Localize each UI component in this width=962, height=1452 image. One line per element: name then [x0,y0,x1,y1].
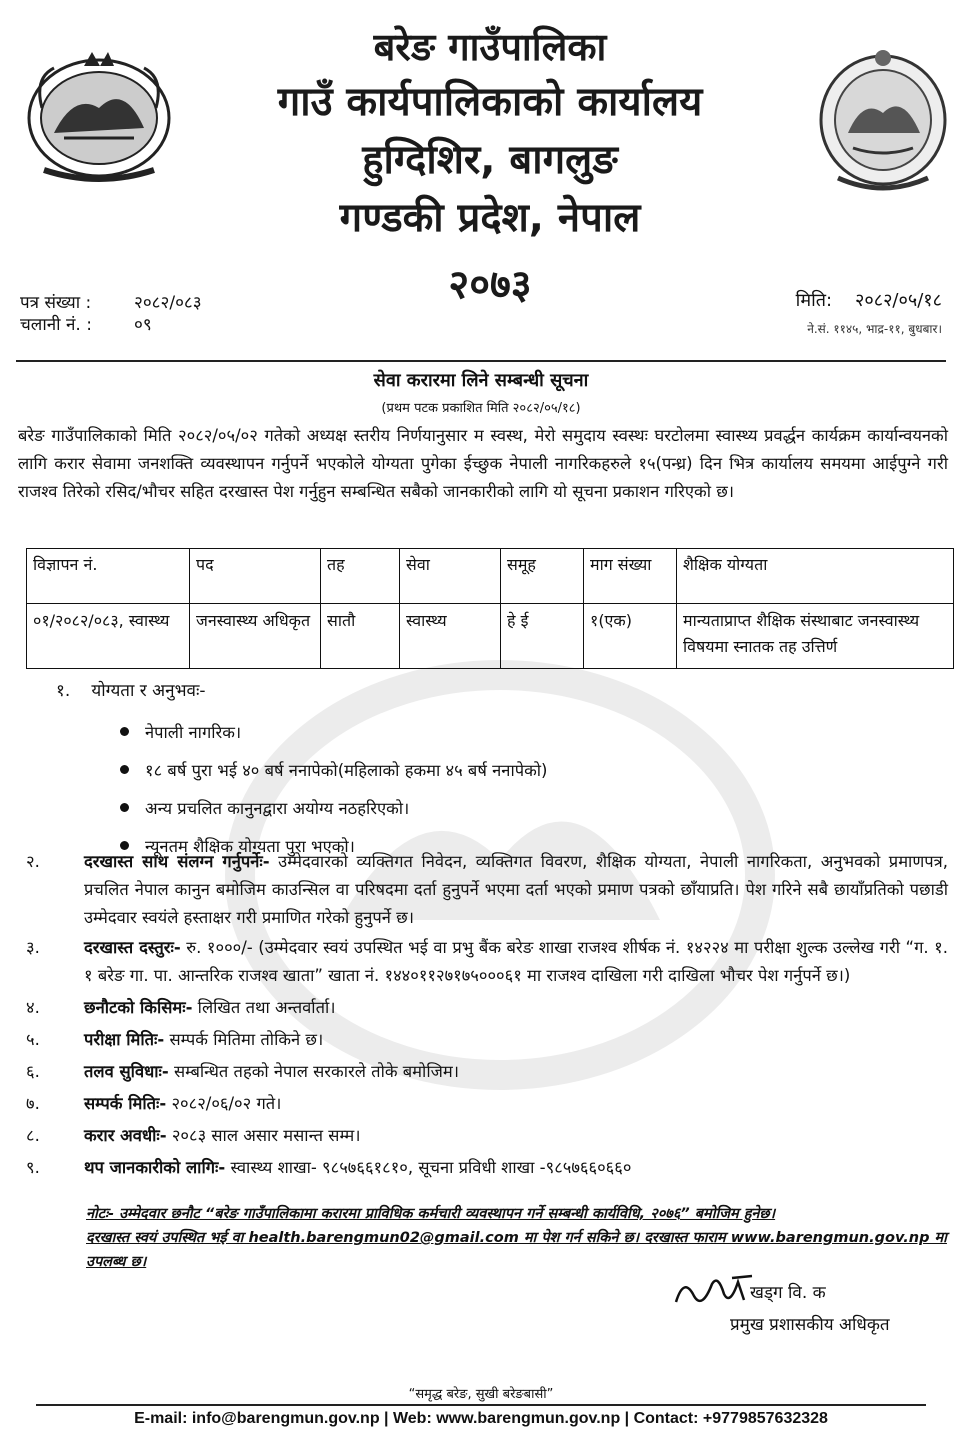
table-header: सेवा [400,549,501,604]
condition-detail: रु. १०००/- (उम्मेदवार स्वयं उपस्थित भई वा प्रभु बैंक बरेङ शाखा राजश्व शीर्षक नं. १४२२४ मा परीक्षा शुल्क उल्लेख गरी “ग. १. १ बरेङ गा. पा. आन्तरिक राजश्व खाता” खाता नं. १४४०११२७१७५०००६१ मा राजश्व दाखिला गरी दाखिला भौचर पेश गर्नुपर्ने छ।) [84,938,948,985]
qualification-title: योग्यता र अनुभवः- [91,681,206,701]
condition-number: ५. [26,1030,40,1049]
footer-slogan: “समृद्ध बरेङ, सुखी बरेङबासी” [408,1387,554,1402]
condition-item [26,1026,948,1054]
condition-label: तलव सुविधाः- [84,1062,169,1081]
condition-label: परीक्षा मितिः- [84,1030,165,1049]
condition-text [84,934,948,990]
list-item-text: अन्य प्रचलित कानुनद्वारा अयोग्य नठहरिएको। [145,798,410,818]
condition-text [84,994,948,1022]
condition-item [26,994,948,1022]
dispatch-number-row [20,314,350,336]
table-cell: जनस्वास्थ्य अधिकृत [190,604,321,669]
footer-divider [36,1404,926,1406]
note-line: नोटः- उम्मेदवार छनौट “बरेङ गाउँपालिकामा करारमा प्राविधिक कर्मचारी व्यवस्थापन गर्ने सम्बन्धी कार्यविधि, २०७६” बमोजिम हुनेछ। [86,1206,776,1222]
table-header: समूह [501,549,584,604]
reference-block [20,292,350,336]
condition-detail: सम्पर्क मितिमा तोकिने छ। [164,1030,324,1049]
condition-item [26,1154,948,1182]
conditions-list [26,848,948,1182]
office-location: हुग्दिशिर, बागलुङ [362,137,618,183]
bullet-icon [120,727,129,736]
condition-number: ८. [26,1126,40,1145]
office-department: गाउँ कार्यपालिकाको कार्यालय [277,79,703,125]
table-cell: स्वास्थ्य [400,604,501,669]
office-province: गण्डकी प्रदेश, नेपाल [339,195,641,241]
table-header: विज्ञापन नं. [27,549,190,604]
condition-detail: लिखित तथा अन्तर्वार्ता। [192,998,336,1017]
list-item-text: न्यूनतम शैक्षिक योग्यता पुरा भएको। [145,836,355,856]
note-line: दरखास्त स्वयं उपस्थित भई वा health.barengmun02@gmail.com मा पेश गर्न सकिने छ। दरखास्त फाराम www.barengmun.gov.np मा उपलब्ध छ। [86,1230,947,1270]
condition-number: ३. [26,938,40,957]
table-header-row [27,549,954,604]
established-year: २०७३ [448,262,532,308]
vacancy-table [26,548,954,669]
letter-number-row [20,292,350,314]
date-label: मिति: [795,290,833,311]
condition-item [26,934,948,990]
bullet-icon [120,765,129,774]
notice-intro: बरेङ गाउँपालिकाको मिति २०८२/०५/०२ गतेको अध्यक्ष स्तरीय निर्णयानुसार म स्वस्थ, मेरो समुदाय स्वस्थः घरटोलमा स्वास्थ्य प्रवर्द्धन कार्यक्रम कार्यान्वयनको लागि करार सेवामा जनशक्ति व्यवस्थापन गर्नुपर्ने भएकोले योग्यता पुगेका ईच्छुक नेपाली नागरिकहरुले १५(पन्ध्र) दिन भित्र कार्यालय समयमा आईपुग्ने गरी राजश्व तिरेको रसिद/भौचर सहित दरखास्त पेश गर्नुहुन सम्बन्धित सबैको जानकारीको लागि यो सूचना प्रकाशन गरिएको छ। [18,426,948,501]
condition-detail: २०८३ साल असार मसान्त सम्म। [166,1126,361,1145]
table-header: तह [321,549,400,604]
condition-detail: सम्बन्धित तहको नेपाल सरकारले तोके बमोजिम। [168,1062,459,1081]
list-item [120,788,547,826]
list-item [120,712,547,750]
condition-label: थप जानकारीको लागिः- [84,1158,226,1177]
table-row [27,604,954,669]
note-block [86,1202,950,1274]
condition-label: छनौटको किसिमः- [84,998,193,1017]
table-header: पद [190,549,321,604]
table-cell: ०१/२०८२/०८३, स्वास्थ्य [27,604,190,669]
letter-number-label: पत्र संख्या : [20,293,92,313]
list-item-text: १८ बर्ष पुरा भई ४० बर्ष ननापेको(महिलाको हकमा ४५ बर्ष ननापेको) [145,760,548,780]
list-item [120,750,547,788]
condition-number: २. [26,852,40,871]
footer-contact: E-mail: info@barengmun.gov.np | Web: www.barengmun.gov.np | Contact: +9779857632328 [134,1410,828,1427]
nepal-emblem-icon [14,38,184,188]
condition-item [26,1090,948,1118]
condition-item [26,848,948,932]
nepal-sambat-date: ने.सं. ११४५, भाद्र-११, बुधबार। [807,322,942,336]
condition-text [84,1122,948,1150]
condition-number: ६. [26,1062,40,1081]
qualification-number: १. [56,681,71,701]
condition-item [26,1122,948,1150]
dispatch-number-value: ०९ [134,315,152,335]
table-cell: मान्यताप्राप्त शैक्षिक संस्थाबाट जनस्वास्थ्य विषयमा स्नातक तह उत्तिर्ण [677,604,954,669]
condition-label: दरखास्त साथ संलग्न गर्नुपर्नेः- [84,852,270,871]
table-cell: १(एक) [584,604,677,669]
condition-number: ४. [26,998,40,1017]
qualification-heading [56,678,206,701]
handwritten-signature-icon [672,1272,762,1312]
condition-text [84,1026,948,1054]
condition-text [84,1058,948,1086]
bullet-icon [120,803,129,812]
municipality-logo-icon [808,38,958,193]
condition-label: दरखास्त दस्तुरः- [84,938,181,957]
condition-detail: २०८२/०६/०२ गते। [166,1094,282,1113]
list-item-text: नेपाली नागरिक। [145,722,242,742]
condition-number: ७. [26,1094,40,1113]
table-header: माग संख्या [584,549,677,604]
condition-label: करार अवधीः- [84,1126,167,1145]
date-value: २०८२/०५/१८ [854,290,942,311]
notice-title: सेवा करारमा लिने सम्बन्धी सूचना [373,370,589,391]
dispatch-number-label: चलानी नं. : [20,315,92,335]
condition-detail: उम्मेदवारको व्यक्तिगत निवेदन, व्यक्तिगत विवरण, शैक्षिक योग्यता, नेपाली नागरिकता, अनुभवको प्रमाणपत्र, प्रचलित नेपाल कानुन बमोजिम काउन्सिल वा परिषदमा दर्ता हुनुपर्ने भएमा दर्ता भएको प्रमाण पत्रको छाँयाप्रति। पेश गरिने सबै छायाँप्रतिको पछाडी उम्मेदवार स्वयंले हस्ताक्षर गरी प्रमाणित गरेको हुनुपर्ने छ। [84,852,948,927]
condition-item [26,1058,948,1086]
letter-number-value: २०८२/०८३ [134,293,202,313]
qualification-list [120,712,547,864]
table-cell: सातौ [321,604,400,669]
condition-detail: स्वास्थ्य शाखा- ९८५७६६१८१०, सूचना प्रविधी शाखा -९८५७६६०६६० [225,1158,632,1177]
condition-number: ९. [26,1158,40,1177]
signatory-designation: प्रमुख प्रशासकीय अधिकृत [730,1315,890,1335]
condition-text [84,1090,948,1118]
signatory-name: खड्ग वि. क [750,1283,826,1303]
notice-subtitle: (प्रथम पटक प्रकाशित मिति २०८२/०५/१८) [381,401,581,416]
date-block [796,288,942,337]
table-cell: हे ई [501,604,584,669]
condition-label: सम्पर्क मितिः- [84,1094,167,1113]
condition-text [84,1154,948,1182]
condition-text [84,848,948,932]
header-divider [16,360,946,362]
office-name: बरेङ गाउँपालिका [373,25,607,69]
date-row [796,288,942,312]
table-header: शैक्षिक योग्यता [677,549,954,604]
